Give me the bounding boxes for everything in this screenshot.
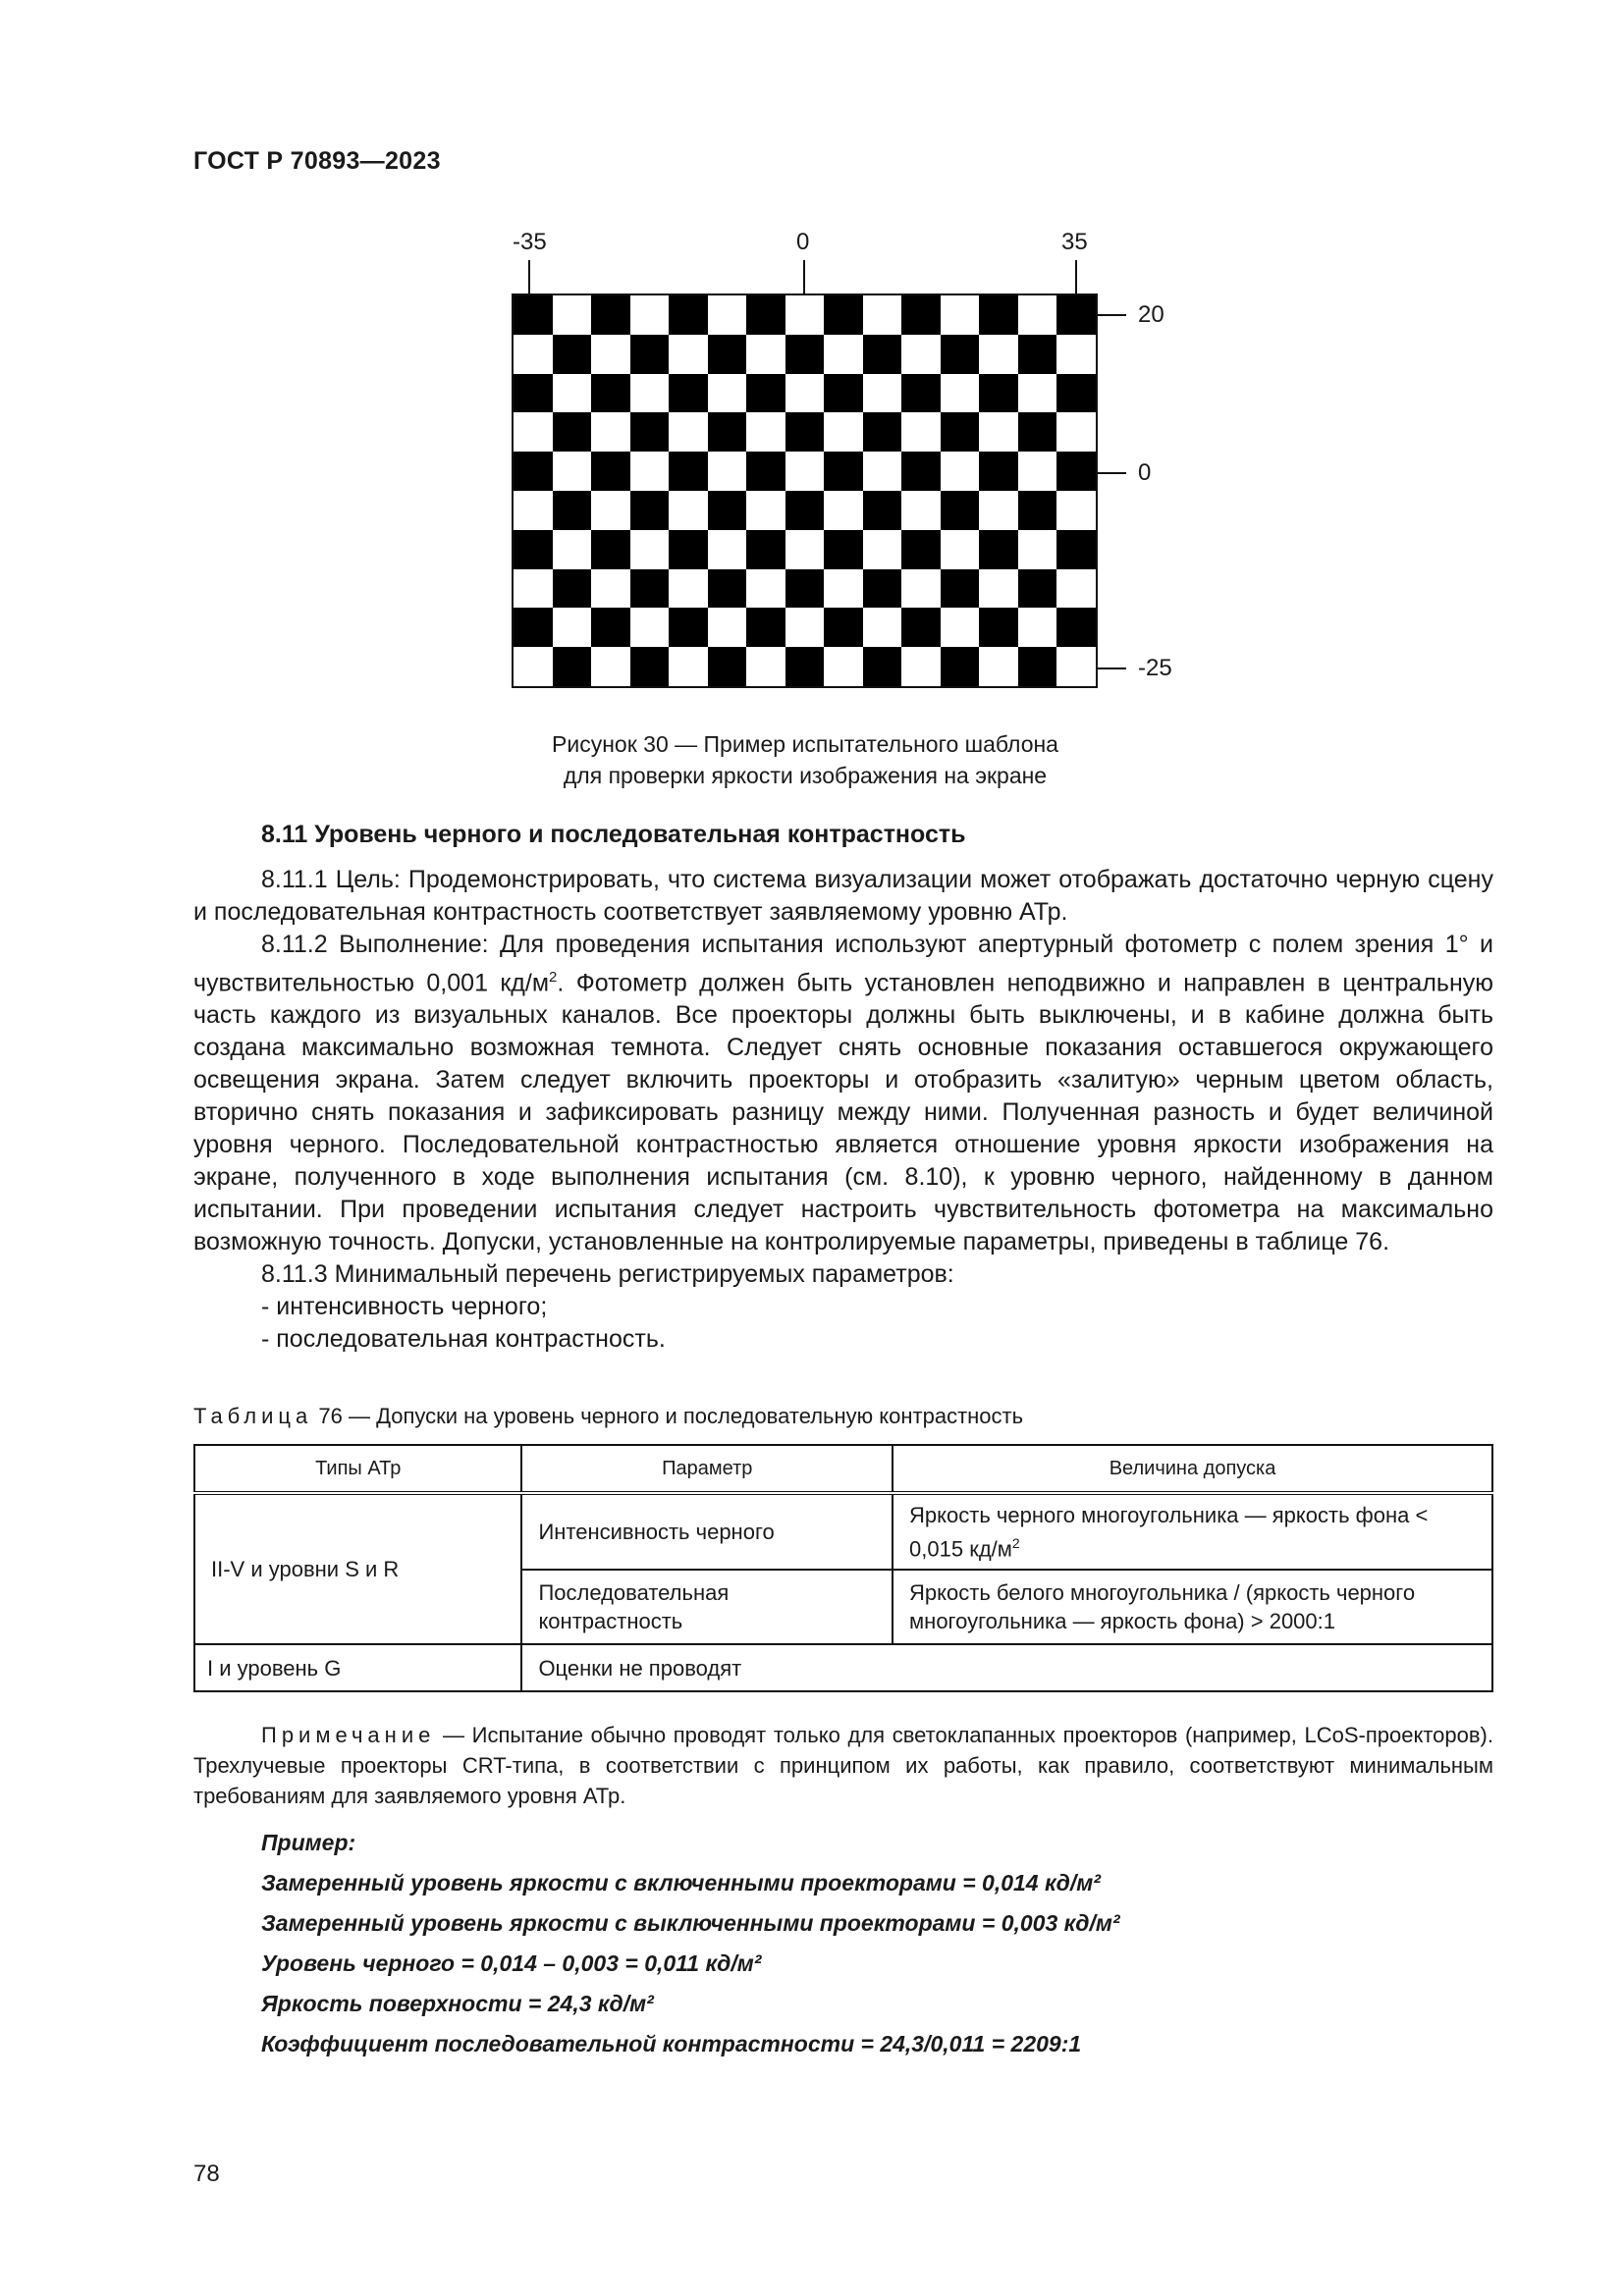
checker-square [669,491,708,530]
checker-square [901,452,941,491]
tolerance-text: Яркость черного многоугольника — яркость фона < 0,015 кд/м [909,1503,1429,1562]
checker-square [979,569,1018,609]
checker-square [553,491,592,530]
x-tick-line-right [1075,260,1077,294]
checker-square [514,491,553,530]
checker-square [630,374,670,413]
header-tolerance: Величина допуска [893,1445,1492,1493]
checker-square [863,335,902,374]
section-title: 8.11 Уровень черного и последовательная контрастность [261,821,966,848]
checker-square [669,335,708,374]
checker-square [863,374,902,413]
y-tick-line-top [1097,314,1126,316]
checker-square [1056,335,1096,374]
cell-type: II-V и уровни S и R [194,1493,521,1644]
cell-type: I и уровень G [194,1644,521,1691]
checker-square [669,647,708,686]
section-body [193,864,1493,1356]
checker-square [630,569,670,609]
checker-square [591,530,630,569]
checker-square [514,569,553,609]
checker-square [708,452,747,491]
cell-parameter: Последовательная контрастность [521,1570,893,1644]
checker-square [1056,647,1096,686]
checker-square [514,647,553,686]
cell-parameter: Интенсивность черного [521,1493,893,1570]
checker-square [669,412,708,452]
checker-square [514,608,553,647]
checker-square [824,569,863,609]
checker-square [553,647,592,686]
checker-square [553,569,592,609]
checker-square [941,491,980,530]
checker-square [785,374,825,413]
header-types: Типы АТр [194,1445,521,1493]
checker-square [824,647,863,686]
table-header-row [194,1445,1492,1493]
table-title-text: 76 — Допуски на уровень черного и последовательную контрастность [312,1404,1024,1428]
checker-square [708,647,747,686]
checker-square [901,295,941,335]
x-tick-label-left: -35 [513,229,547,255]
checker-square [941,412,980,452]
checker-square [785,295,825,335]
checker-square [785,335,825,374]
checker-square [1056,491,1096,530]
checker-square [708,295,747,335]
checker-square [553,295,592,335]
checker-square [785,647,825,686]
checker-square [514,412,553,452]
checker-square [1018,647,1057,686]
checker-square [708,412,747,452]
example-line: Замеренный уровень яркости с включенными проекторами = 0,014 кд/м² [261,1870,1101,1896]
cell-tolerance [893,1493,1492,1570]
checker-square [1056,374,1096,413]
checker-square [553,608,592,647]
checker-square [1056,295,1096,335]
checker-square [941,452,980,491]
note-label: Примечание [261,1723,436,1747]
checker-square [746,569,785,609]
y-tick-line-bottom [1097,667,1126,669]
y-tick-line-middle [1097,472,1126,474]
table-row [194,1644,1492,1691]
checker-square [591,608,630,647]
checker-square [630,335,670,374]
checker-square [901,491,941,530]
checker-square [824,412,863,452]
checker-square [746,412,785,452]
checker-square [824,295,863,335]
checker-square [591,569,630,609]
checker-square [785,412,825,452]
checker-square [591,452,630,491]
checker-square [941,530,980,569]
checker-square [708,374,747,413]
checker-square [630,491,670,530]
checker-square [901,412,941,452]
x-tick-line-left [528,260,530,294]
checker-square [669,608,708,647]
checker-square [863,412,902,452]
checker-square [901,647,941,686]
table-row [194,1493,1492,1570]
checker-square [553,412,592,452]
table-title-label: Таблица [193,1404,313,1428]
checker-square [630,647,670,686]
checker-square [863,647,902,686]
x-tick-label-right: 35 [1061,229,1088,255]
checker-square [863,608,902,647]
checker-square [553,452,592,491]
checker-square [824,335,863,374]
figure-caption-line-1: Рисунок 30 — Пример испытательного шаблона [552,731,1058,757]
checker-square [863,491,902,530]
checker-square [979,295,1018,335]
example-line: Коэффициент последовательной контрастности = 24,3/0,011 = 2209:1 [261,2031,1082,2056]
procedure-superscript: 2 [549,969,558,986]
checker-square [591,374,630,413]
x-tick-label-center: 0 [796,229,810,255]
checker-square [1018,412,1057,452]
note [193,1720,1493,1811]
checker-square [630,412,670,452]
figure-caption [412,728,1198,791]
checker-square [785,608,825,647]
checker-square [1018,569,1057,609]
checker-square [591,647,630,686]
y-tick-label-bottom: -25 [1138,655,1172,681]
checker-square [553,374,592,413]
checkerboard-pattern [512,294,1098,688]
checker-square [630,530,670,569]
procedure-text-start: 8.11.2 Выполнение: Для проведения испытания используют апертурный фотометр с полем зрения 1° и чувствительностью 0,001 кд/м [193,931,1493,997]
checker-square [979,608,1018,647]
example-block [261,1823,1120,2064]
tolerance-table [193,1444,1493,1692]
paragraph-parameters: 8.11.3 Минимальный перечень регистрируемых параметров: [261,1260,954,1289]
checker-square [824,530,863,569]
table-title [193,1404,1023,1429]
y-tick-label-top: 20 [1138,301,1164,328]
y-tick-label-middle: 0 [1138,459,1152,486]
checker-square [553,530,592,569]
checker-square [824,452,863,491]
example-line: Яркость поверхности = 24,3 кд/м² [261,1991,654,2016]
checker-square [591,491,630,530]
checker-square [941,647,980,686]
checker-square [630,452,670,491]
checker-square [901,335,941,374]
cell-parameter: Оценки не проводят [521,1644,1492,1691]
checker-square [746,608,785,647]
checker-square [824,374,863,413]
checker-square [824,608,863,647]
checker-square [591,295,630,335]
checker-square [785,530,825,569]
checker-square [669,295,708,335]
checker-square [941,295,980,335]
list-item: - интенсивность черного; [261,1293,548,1321]
checker-square [941,608,980,647]
checker-square [901,530,941,569]
checker-square [669,374,708,413]
checker-square [630,295,670,335]
checker-square [785,452,825,491]
checker-square [785,569,825,609]
checker-square [979,335,1018,374]
checker-square [1018,295,1057,335]
checker-square [746,374,785,413]
procedure-text-end: . Фотометр должен быть установлен неподвижно и направлен в центральную часть каждого из визуальных каналов. Все проекторы должны быть выключены, и в кабине должна быть создана максимально возможная темнота. Следует снять основные показания оставшегося окружающего освещения экрана. Затем следует включить проекторы и отобразить «залитую» черным цветом область, вторично снять показания и зафиксировать разницу между ними. Полученная разность и будет величиной уровня черного. Последовательной контрастностью является отношение уровня яркости изображения на экране, полученного в ходе выполнения испытания (см. 8.10), к уровню черного, найденному в данном испытании. При проведении испытания следует настроить чувствительность фотометра на максимально возможную точность. Допуски, установленные на контролируемые параметры, приведены в таблице 76. [193,969,1494,1256]
checker-square [514,335,553,374]
checker-square [941,374,980,413]
checker-square [746,452,785,491]
checker-square [746,335,785,374]
checker-square [669,452,708,491]
document-header: ГОСТ Р 70893—2023 [193,147,441,175]
checker-square [553,335,592,374]
checker-square [1018,491,1057,530]
checker-square [979,647,1018,686]
checker-square [979,412,1018,452]
checker-square [669,569,708,609]
checker-square [1018,530,1057,569]
checker-square [708,491,747,530]
checker-square [824,491,863,530]
page-number: 78 [193,2161,220,2187]
checker-square [785,491,825,530]
list-item: - последовательная контрастность. [261,1325,666,1354]
checker-square [901,569,941,609]
checker-square [979,374,1018,413]
checker-square [746,295,785,335]
checker-square [1056,412,1096,452]
checker-square [708,530,747,569]
checker-square [979,491,1018,530]
checker-square [746,647,785,686]
checker-square [863,569,902,609]
tolerance-superscript: 2 [1011,1535,1020,1551]
checker-square [669,530,708,569]
checker-square [1018,452,1057,491]
checker-square [514,530,553,569]
checker-square [901,608,941,647]
checker-square [514,374,553,413]
figure-caption-line-2: для проверки яркости изображения на экране [563,763,1048,788]
header-parameter: Параметр [521,1445,893,1493]
checker-square [1056,530,1096,569]
checker-square [708,335,747,374]
checker-square [746,530,785,569]
checker-square [941,569,980,609]
cell-tolerance: Яркость белого многоугольника / (яркость черного многоугольника — яркость фона) > 2000:1 [893,1570,1492,1644]
checker-square [591,412,630,452]
checker-square [514,295,553,335]
checker-square [1018,374,1057,413]
checker-square [941,335,980,374]
checker-square [1018,335,1057,374]
checker-square [979,452,1018,491]
checker-square [746,491,785,530]
checker-square [1056,452,1096,491]
paragraph-goal: 8.11.1 Цель: Продемонстрировать, что система визуализации может отображать достаточно черную сцену и последовательная контрастность соответствует заявляемому уровню АТр. [193,866,1493,926]
example-line: Замеренный уровень яркости с выключенными проекторами = 0,003 кд/м² [261,1910,1120,1936]
checker-square [708,608,747,647]
checker-square [863,530,902,569]
checker-square [1056,608,1096,647]
checker-square [591,335,630,374]
checker-square [979,530,1018,569]
checker-square [708,569,747,609]
note-text: — Испытание обычно проводят только для светоклапанных проекторов (например, LCoS-проекторов). Трехлучевые проекторы CRT-типа, в соответствии с принципом их работы, как правило, соответствуют минимальным требованиям для заявляемого уровня АТр. [193,1723,1493,1808]
x-tick-line-center [803,260,805,294]
checker-square [1018,608,1057,647]
example-line: Уровень черного = 0,014 – 0,003 = 0,011 кд/м² [261,1950,762,1976]
checker-square [863,452,902,491]
checker-square [901,374,941,413]
checker-square [630,608,670,647]
paragraph-procedure [193,929,1493,1258]
checker-square [514,452,553,491]
example-title: Пример: [261,1830,356,1855]
checker-square [863,295,902,335]
checker-square [1056,569,1096,609]
